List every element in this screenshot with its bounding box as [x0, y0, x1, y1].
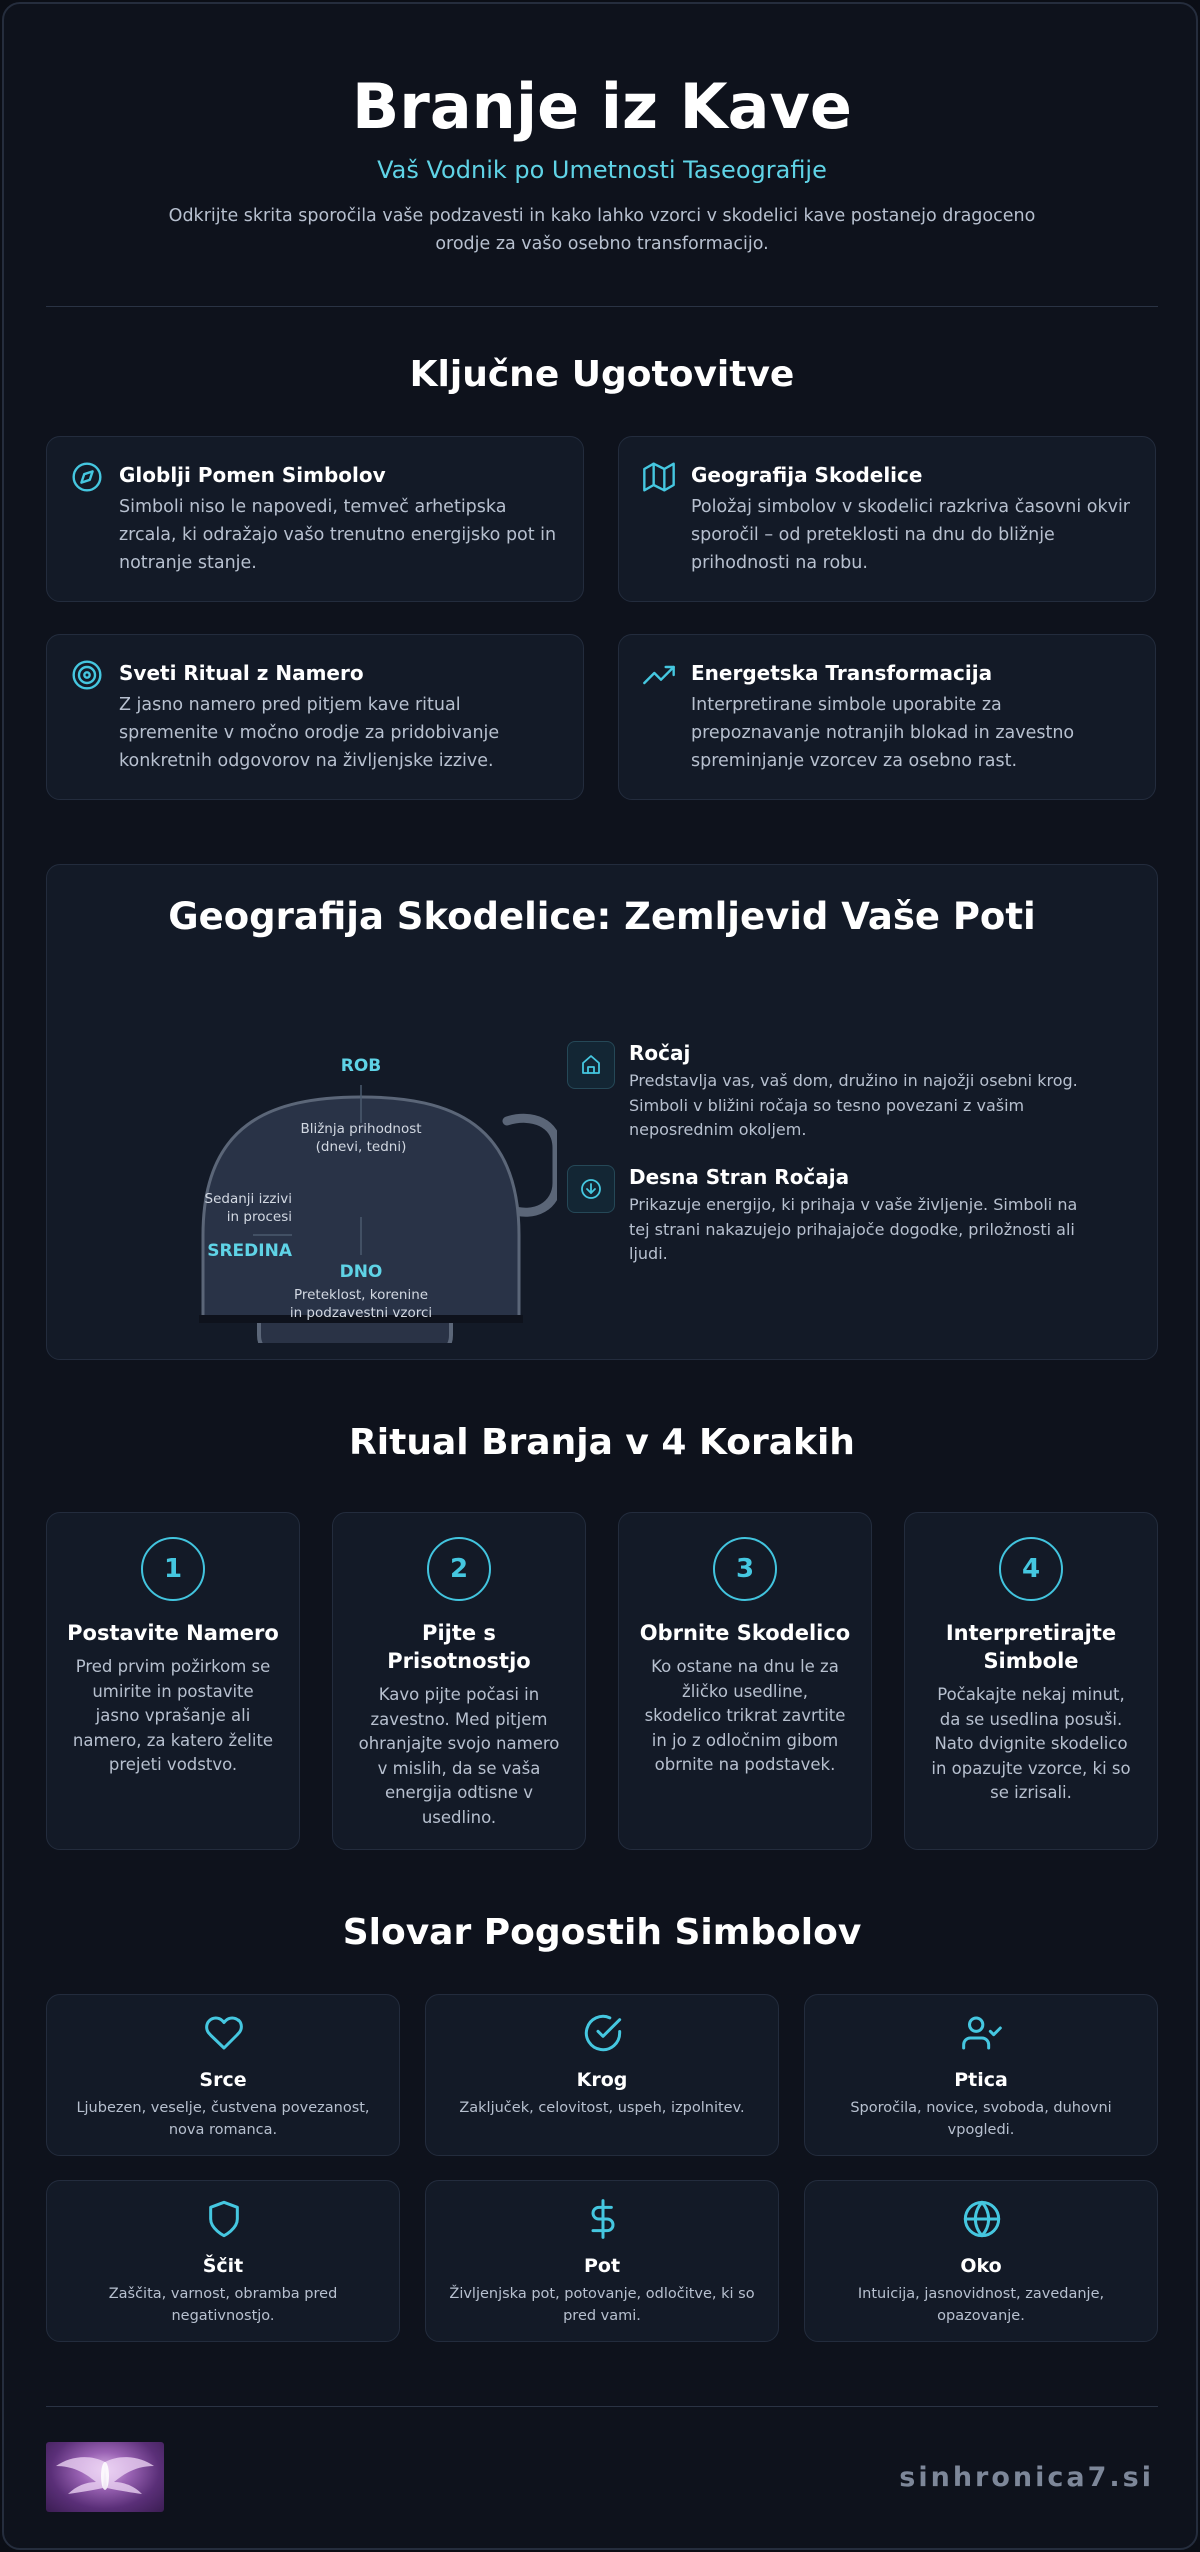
symbols-title: Slovar Pogostih Simbolov	[342, 1912, 862, 1953]
right-side-item-icon	[567, 1165, 615, 1213]
footer-brand[interactable]: sinhronica7.si	[899, 2462, 1154, 2493]
cup-geography-panel	[46, 864, 1158, 1360]
step-card	[618, 1512, 872, 1850]
handle-item-icon	[567, 1041, 615, 1089]
map-icon	[643, 461, 675, 493]
step-number: 3	[713, 1537, 777, 1601]
step-text: Počakajte nekaj minut, da se usedlina posuši. Nato dvignite skodelico in opazujte vzorce, ki so se izrisali.	[931, 1685, 1131, 1802]
rob-description: Bližnja prihodnost	[300, 1121, 422, 1137]
finding-title: Energetska Transformacija	[691, 661, 993, 685]
dno-description: Preteklost, korenine	[293, 1287, 429, 1303]
step-card	[332, 1512, 586, 1850]
cup-diagram	[137, 973, 557, 1343]
finding-title: Globlji Pomen Simbolov	[119, 463, 386, 487]
step-card	[904, 1512, 1158, 1850]
compass-icon	[71, 461, 103, 493]
symbol-card	[46, 1994, 400, 2156]
right-side-item-title: Desna Stran Ročaja	[629, 1165, 850, 1189]
dollar-icon	[583, 2199, 623, 2239]
rob-label: ROB	[340, 1056, 382, 1076]
finding-title: Sveti Ritual z Namero	[119, 661, 364, 685]
rob-description: (dnevi, tedni)	[315, 1139, 407, 1155]
heart-icon	[204, 2013, 244, 2053]
finding-text: Interpretirane simbole uporabite za prepoznavanje notranjih blokad in zavestno spreminjanje vzorcev za osebno rast.	[691, 695, 1075, 771]
finding-text: Simboli niso le napovedi, temveč arhetipska zrcala, ki odražajo vašo trenutno energijsko pot in notranje stanje.	[119, 497, 557, 573]
finding-card	[618, 436, 1156, 602]
sredina-description: in procesi	[226, 1209, 292, 1225]
sredina-description: Sedanji izzivi	[204, 1191, 292, 1207]
geography-title: Geografija Skodelice: Zemljevid Vaše Poti	[168, 895, 1036, 938]
step-title: Postavite Namero	[67, 1621, 279, 1645]
page-description: Odkrijte skrita sporočila vaše podzavesti in kako lahko vzorci v skodelici kave postanejo dragoceno orodje za vašo osebno transformacijo.	[168, 206, 1036, 254]
page-frame	[2, 2, 1198, 2550]
symbol-card	[804, 2180, 1158, 2342]
sredina-label: SREDINA	[207, 1241, 292, 1261]
handle-item-title: Ročaj	[629, 1041, 691, 1065]
trending-up-icon	[643, 659, 675, 691]
step-title: Pijte s Prisotnostjo	[387, 1621, 531, 1673]
findings-title: Ključne Ugotovitve	[409, 354, 795, 395]
page-title: Branje iz Kave	[352, 70, 852, 143]
step-text: Kavo pijte počasi in zavestno. Med pitjem ohranjajte svojo namero v mislih, da se vaša energija odtisne v usedlino.	[358, 1685, 560, 1827]
page-subtitle: Vaš Vodnik po Umetnosti Taseografije	[377, 156, 827, 184]
symbol-card	[804, 1994, 1158, 2156]
finding-text: Položaj simbolov v skodelici razkriva časovni okvir sporočil – od preteklosti na dnu do bližnje prihodnosti na robu.	[691, 497, 1131, 573]
user-check-icon	[962, 2013, 1002, 2053]
finding-card	[46, 634, 584, 800]
arrow-down-circle-icon	[568, 1166, 614, 1212]
symbol-card	[425, 1994, 779, 2156]
symbol-title: Oko	[960, 2255, 1002, 2277]
symbol-title: Pot	[583, 2255, 621, 2277]
finding-card	[46, 436, 584, 602]
symbol-text: Sporočila, novice, svoboda, duhovni vpogledi.	[850, 2100, 1112, 2138]
step-text: Pred prvim požirkom se umirite in postavite jasno vprašanje ali namero, za katero želite prejeti vodstvo.	[72, 1657, 274, 1774]
dno-label: DNO	[339, 1262, 383, 1282]
finding-title: Geografija Skodelice	[691, 463, 923, 487]
symbol-title: Ščit	[202, 2255, 244, 2277]
step-title: Interpretirajte Simbole	[945, 1621, 1117, 1673]
step-card	[46, 1512, 300, 1850]
symbol-title: Srce	[199, 2069, 247, 2091]
symbol-text: Življenjska pot, potovanje, odločitve, ki so pred vami.	[449, 2286, 755, 2324]
symbol-text: Zaključek, celovitost, uspeh, izpolnitev.	[459, 2100, 745, 2116]
home-icon	[568, 1042, 614, 1088]
symbol-title: Krog	[576, 2069, 628, 2091]
shield-icon	[204, 2199, 244, 2239]
handle-item-text: Predstavlja vas, vaš dom, družino in najožji osebni krog. Simboli v bližini ročaja so tesno povezani z vašim neposrednim okoljem.	[629, 1071, 1078, 1139]
footer-divider	[46, 2406, 1158, 2407]
symbol-card	[46, 2180, 400, 2342]
finding-text: Z jasno namero pred pitjem kave ritual spremenite v močno orodje za pridobivanje konkretnih odgovorov na življenjske izzive.	[119, 695, 500, 771]
step-number: 2	[427, 1537, 491, 1601]
target-icon	[71, 659, 103, 691]
step-title: Obrnite Skodelico	[639, 1621, 851, 1645]
symbol-title: Ptica	[954, 2069, 1008, 2091]
ritual-title: Ritual Branja v 4 Korakih	[349, 1422, 855, 1463]
symbol-text: Zaščita, varnost, obramba pred negativnostjo.	[108, 2286, 338, 2324]
step-number: 4	[999, 1537, 1063, 1601]
divider	[46, 306, 1158, 307]
step-number: 1	[141, 1537, 205, 1601]
symbol-text: Intuicija, jasnovidnost, zavedanje, opazovanje.	[857, 2286, 1105, 2324]
step-text: Ko ostane na dnu le za žličko usedline, skodelico trikrat zavrtite in jo z odločnim gibom obrnite na podstavek.	[644, 1657, 846, 1774]
symbol-card	[425, 2180, 779, 2342]
check-circle-icon	[583, 2013, 623, 2053]
angel-wings-icon	[46, 2442, 164, 2512]
right-side-item-text: Prikazuje energijo, ki prihaja v vaše življenje. Simboli na tej strani nakazujejo prihajajoče dogodke, priložnosti ali ljudi.	[629, 1195, 1078, 1263]
footer-logo[interactable]	[46, 2442, 164, 2512]
symbol-text: Ljubezen, veselje, čustvena povezanost, nova romanca.	[76, 2100, 370, 2138]
dno-description: in podzavestni vzorci	[289, 1305, 433, 1321]
finding-card	[618, 634, 1156, 800]
globe-icon	[962, 2199, 1002, 2239]
